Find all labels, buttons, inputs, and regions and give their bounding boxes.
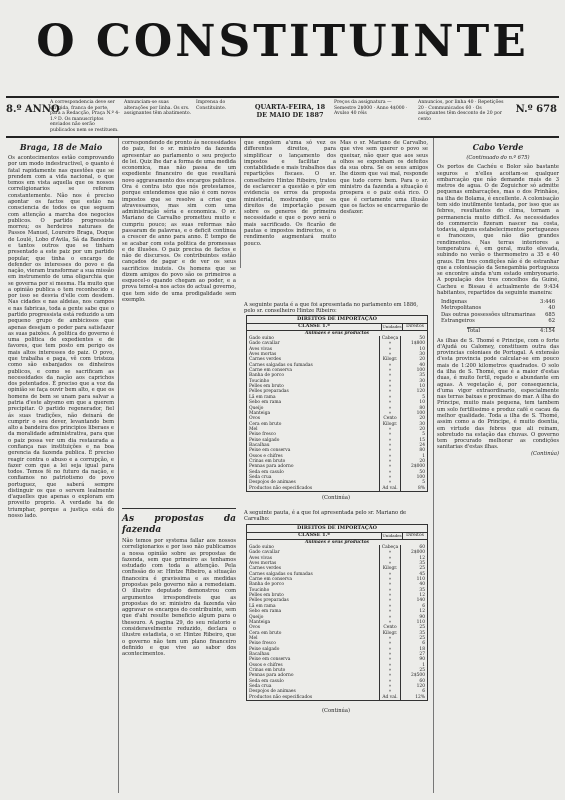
issue-number: N.º 678: [515, 104, 557, 115]
row-unit: Cento: [379, 625, 400, 630]
row-value: 40: [400, 363, 427, 368]
row-value: 20: [400, 416, 427, 421]
row-value: 2$000: [400, 550, 427, 555]
row-unit: »: [379, 443, 400, 448]
continua-note: (Continúa): [322, 708, 350, 714]
row-unit: »: [379, 400, 400, 405]
article-heading: As propostas da fazenda: [122, 514, 236, 535]
column-3-text: [244, 140, 336, 247]
ads-note: Annunciam-se suas alterações por linha. Os srs. assignantes têm abatimento.: [124, 100, 192, 117]
row-unit: »: [379, 379, 400, 384]
row-item: Ossos e chifres: [249, 453, 283, 459]
row-value: 90: [400, 657, 427, 662]
row-value: 1: [400, 663, 427, 668]
column-divider: [118, 138, 119, 793]
row-value: 10: [400, 384, 427, 389]
row-unit: Kilogr.: [379, 422, 400, 427]
stat-value: 40: [548, 305, 555, 312]
class-label: CLASSE 1.ª: [298, 323, 330, 330]
article-body: correspondendo de pronto ás necessidades do paiz, foi o sr. ministro da fazenda apresentar ao parlamento o seu projecto de lei. Quiz lhe dar a forma de uma medida economica, mas não passa de um expediente financeiro de que resultará novo aggravamento dos encargos publicos. Ora é contra isto que nós protestamos, porque entendemos que não é com novos impostos que se resolve a crise que atravessamos, mas sim com uma administração séria e economica. O sr. Mariano de Carvalho prometteu muito e cumpriu pouco; as suas reformas não passaram de palavras, e o deficit continua a crescer de anno para anno. É tempo de se acabar com esta politica de promessas e de illusões. O paiz precisa de factos e não de discursos. Os contribuintes estão cançados de pagar e de ver os seus sacrificios inuteis. Os homens que se dizem amigos do povo são os primeiros a esquecel-o quando chegam ao poder, e a prova temol-a nos actos do actual governo, que tem sido de uma prodigalidade sem exemplo.: [122, 140, 236, 304]
row-value: 30: [400, 352, 427, 357]
article-subheading: (Continuado do n.º 675): [466, 155, 530, 161]
row-unit: »: [379, 561, 400, 566]
row-value: 12: [400, 556, 427, 561]
unit-header: Unidades: [382, 324, 402, 330]
continua-note: (Continúa): [531, 450, 559, 457]
row-value: 12: [400, 593, 427, 598]
row-unit: »: [379, 577, 400, 582]
stat-value: 3:446: [540, 299, 555, 306]
row-unit: »: [379, 663, 400, 668]
row-item: Banha de porco: [249, 582, 284, 588]
row-unit: »: [379, 641, 400, 646]
unit-header: Unidades: [382, 533, 402, 539]
row-item: Lã em rama: [249, 603, 276, 609]
row-value: 100: [400, 411, 427, 416]
row-item: Cera em bruto: [249, 630, 282, 636]
row-unit: »: [379, 368, 400, 373]
row-item: Ossos e chifres: [249, 662, 283, 668]
stat-value: 62: [548, 318, 555, 325]
row-item: Toucinho: [249, 378, 270, 384]
value-header: Direitos: [402, 533, 427, 538]
issue-date: QUARTA-FEIRA, 18 DE MAIO DE 1887: [254, 103, 326, 119]
row-item: Carnes verdes: [249, 566, 281, 572]
row-item: Bacalhau: [249, 442, 270, 448]
row-item: Banha de porco: [249, 373, 284, 379]
stat-label: Das outras possessões ultramarinas: [441, 311, 536, 318]
row-item: Manteiga: [249, 410, 271, 416]
row-item: Manteiga: [249, 619, 271, 625]
row-value: 35: [400, 373, 427, 378]
row-item: Pelles preparadas: [249, 389, 289, 395]
table-intro: A seguinte pauta é a que foi apresentada no parlamento em 1886, pelo sr. conselheiro Hintze Ribeiro:: [244, 302, 419, 315]
total-label: Total: [467, 328, 481, 335]
row-item: Peixe em conserva: [249, 657, 291, 663]
row-item: Aves vivas: [249, 555, 272, 561]
row-item: Seda crua: [249, 683, 272, 689]
row-unit: »: [379, 582, 400, 587]
row-unit: Cento: [379, 416, 400, 421]
row-item: Carnes salgadas ou fumadas: [249, 362, 313, 368]
row-value: 24: [400, 443, 427, 448]
stat-label: Indigenas: [441, 299, 467, 306]
row-unit: »: [379, 647, 400, 652]
row-unit: »: [379, 373, 400, 378]
row-value: 8%: [400, 486, 427, 491]
row-unit: »: [379, 341, 400, 346]
row-value: 1$800: [400, 341, 427, 346]
row-value: 6: [400, 641, 427, 646]
row-value: 35: [400, 588, 427, 593]
row-unit: »: [379, 427, 400, 432]
row-value: 25: [400, 566, 427, 571]
row-item: Pelles preparadas: [249, 598, 289, 604]
row-unit: »: [379, 636, 400, 641]
row-value: 6: [400, 604, 427, 609]
row-item: Mel: [249, 426, 258, 432]
row-item: Peixe fresco: [249, 641, 276, 647]
row-unit: »: [379, 609, 400, 614]
population-total: [467, 327, 555, 334]
table-rows: [247, 545, 427, 700]
row-value: 25: [400, 636, 427, 641]
row-unit: »: [379, 438, 400, 443]
row-unit: »: [379, 352, 400, 357]
row-value: 80: [400, 448, 427, 453]
row-item: Crinas em bruto: [249, 667, 286, 673]
row-value: 90: [400, 615, 427, 620]
row-value: 120: [400, 684, 427, 689]
row-item: Crinas em bruto: [249, 458, 286, 464]
column-divider: [240, 138, 241, 268]
row-item: Pelles em bruto: [249, 384, 284, 390]
row-item: Bacalhau: [249, 651, 270, 657]
stat-value: 685: [545, 311, 555, 318]
row-item: Cera em bruto: [249, 421, 282, 427]
row-unit: »: [379, 384, 400, 389]
row-unit: »: [379, 470, 400, 475]
row-unit: »: [379, 411, 400, 416]
row-unit: »: [379, 550, 400, 555]
tariff-table-2: [246, 524, 428, 701]
article-heading: Cabo Verde: [472, 142, 524, 152]
article-body: que engolem a'uma só vez os differentes direitos, para simplificar o lançamento dos impostos e facilitar a contabilidade e mais trabalhos das repartições fiscaes. O sr. conselheiro Hintze Ribeiro, tratou de esclarecer a questão e pôr em evidencia os erros da proposta ministerial, mostrando que os direitos de importação pesam sobre os generos de primeira necessidade e que o povo será o mais sacrificado. Os ficarão de pautas e impostos indirectos, e o rendimento augmentará muito pouco.: [244, 140, 336, 247]
row-unit: »: [379, 459, 400, 464]
article-body: Mas o sr. Mariano de Carvalho, que vive sem querer o povo se queixar, não quer que aos seus olhos se exponham os defeitos da sua obra. Se os seus amigos lhe dizem que vai mal, responde que tudo corre bem. Para o sr. ministro da fazenda a situação é prospera e o paiz está rico. O que é certamente uma illusão que os factos se encarregarão de desfazer.: [340, 140, 428, 216]
row-item: Sebo em rama: [249, 609, 282, 615]
row-value: 25: [400, 668, 427, 673]
row-item: Sebo em rama: [249, 400, 282, 406]
row-value: 10: [400, 400, 427, 405]
row-item: Despojos de animaes: [249, 480, 296, 486]
row-unit: »: [379, 615, 400, 620]
stat-row: [441, 318, 555, 324]
row-unit: Kilogr.: [379, 566, 400, 571]
row-item: Peixe fresco: [249, 432, 276, 438]
row-unit: »: [379, 620, 400, 625]
table-row: [247, 486, 427, 491]
row-item: Queijo: [249, 614, 264, 620]
row-value: 35: [400, 561, 427, 566]
row-value: 30: [400, 422, 427, 427]
column-2-top: [122, 140, 236, 510]
row-value: 25: [400, 625, 427, 630]
row-value: 60: [400, 545, 427, 550]
row-item: Mel: [249, 635, 258, 641]
row-value: 45: [400, 572, 427, 577]
row-item: Peixe salgado: [249, 437, 280, 443]
subscription-prices: Preços da assignatura — Semestre 2$000 · Anno 4$000 · Avulso 40 réis: [334, 100, 408, 117]
row-unit: »: [379, 347, 400, 352]
row-unit: »: [379, 480, 400, 485]
address-note: A correspondencia deve ser dirigida, franca de porte, para a Redacção, Praça N.º 4-1.º D. Os manuscriptos enviados não serão publicados nem se restituem.: [50, 100, 120, 133]
imprensa-note: Imprensa do Constituinte.: [196, 100, 227, 111]
row-value: 12%: [400, 695, 427, 700]
table-row: [247, 695, 427, 700]
row-value: 5: [400, 395, 427, 400]
row-value: 20: [400, 357, 427, 362]
advertising-prices: Annuncios, por linha 40 · Repetições 20 · Communicados 60 · Os assignantes têm desconto de 20 por cento: [418, 100, 504, 122]
row-value: 15: [400, 438, 427, 443]
stat-label: Estrangeiros: [441, 318, 475, 325]
row-value: 2$500: [400, 673, 427, 678]
column-1: [8, 140, 114, 790]
row-unit: »: [379, 406, 400, 411]
header-rule-bottom: [6, 136, 559, 138]
column-3-text-right: [340, 140, 428, 220]
row-unit: Cabeça: [379, 545, 400, 550]
row-value: 60: [400, 679, 427, 684]
row-item: Seda em casulo: [249, 678, 284, 684]
class-label: CLASSE 1.ª: [298, 532, 330, 539]
total-value: 4:154: [540, 328, 555, 335]
row-value: 12: [400, 609, 427, 614]
row-item: Carne em conserva: [249, 368, 293, 374]
row-item: Seda em casulo: [249, 469, 284, 475]
row-value: 5: [400, 480, 427, 485]
row-value: 20: [400, 459, 427, 464]
row-unit: »: [379, 673, 400, 678]
row-unit: »: [379, 464, 400, 469]
row-item: Productos não especificados: [249, 485, 313, 491]
row-unit: »: [379, 604, 400, 609]
row-unit: Kilogr.: [379, 631, 400, 636]
row-value: 2$000: [400, 464, 427, 469]
row-unit: Cabeça: [379, 336, 400, 341]
row-item: Ovos: [249, 416, 260, 422]
row-unit: »: [379, 389, 400, 394]
column-4: [437, 140, 559, 795]
year-label: 8.º ANNO: [6, 104, 60, 115]
population-stats: [441, 299, 555, 324]
continua-note: (Continúa): [322, 495, 350, 501]
row-value: 50: [400, 336, 427, 341]
row-value: 40: [400, 582, 427, 587]
row-item: Aves vivas: [249, 346, 272, 352]
row-item: Productos não especificados: [249, 694, 313, 700]
column-2-bottom: [122, 512, 236, 794]
row-value: 5: [400, 432, 427, 437]
row-item: Ovos: [249, 625, 260, 631]
row-unit: »: [379, 598, 400, 603]
table-caption: DIREITOS DE IMPORTAÇÃO: [247, 316, 427, 324]
row-value: 140: [400, 598, 427, 603]
row-unit: »: [379, 475, 400, 480]
article-body: As ilhas de S. Thomé e Principe, com o forte d'Ajudá ou Calomey, constituem outra das provincias coloniaes de Portugal. A extensão d'esta provincia pode calcular-se em pouco mais de 1:200 kilometros quadrados. O solo da ilha de S. Thomé, que é a maior d'estas duas, é muito fertil, regado e abundante em aguas. A vegetação é, por consequencia, d'uma vigor extraordinario, especialmente nas terras baixas e proximas do mar. A ilha do Principe, muito mais pequena, tem tambem um solo fertilissimo e produz café e cacau da melhor qualidade. Toda a ilha de S. Thomé, assim como a do Principe, é muito doentia, em virtude das febres que ali reinam, sobretudo na estação das chuvas. O governo tem procurado melhorar as condições sanitarias d'estas ilhas.: [437, 337, 559, 451]
row-value: 50: [400, 470, 427, 475]
row-unit: »: [379, 652, 400, 657]
table-caption: DIREITOS DE IMPORTAÇÃO: [247, 525, 427, 533]
row-unit: »: [379, 668, 400, 673]
row-value: 110: [400, 620, 427, 625]
row-value: 10: [400, 347, 427, 352]
row-item: Carne em conserva: [249, 577, 293, 583]
row-unit: »: [379, 593, 400, 598]
stat-label: Metropolitanos: [441, 305, 482, 312]
table-rows: [247, 336, 427, 491]
row-item: Pennas para adorno: [249, 673, 294, 679]
row-item: Gado cavallar: [249, 341, 280, 347]
row-unit: »: [379, 588, 400, 593]
row-unit: »: [379, 432, 400, 437]
row-unit: »: [379, 679, 400, 684]
row-unit: »: [379, 684, 400, 689]
masthead-title: O CONSTITUINTE: [36, 16, 529, 67]
row-value: 35: [400, 631, 427, 636]
row-value: 27: [400, 652, 427, 657]
row-item: Pelles em bruto: [249, 593, 284, 599]
row-unit: »: [379, 395, 400, 400]
row-value: 110: [400, 577, 427, 582]
row-unit: »: [379, 363, 400, 368]
row-item: Queijo: [249, 405, 264, 411]
row-value: 6: [400, 689, 427, 694]
row-value: 20: [400, 427, 427, 432]
row-value: 18: [400, 647, 427, 652]
row-unit: »: [379, 454, 400, 459]
table-section: Animaes e seus productos: [304, 539, 369, 545]
article-body: Os portos de Cachéu e Bolor são bastante seguros e n'elles acoitam-se qualquer embarcação que não demande mais de 3 metros de agua. O de Zeguichor só admitte pequenas embarcações, mas o dos Prinhãos, na ilha de Bolama, é excellente. A colonisação tem sido inutilmente tentada, por isso que as febres, resultantes do clima, tornam a permanencia muito difficil. As necessidades do commercio fizeram nascer na costa, todavia, alguns estabelecimentos portuguezes e francezes, que não dão grandes rendimentos. Nas terras interiores a temperatura é, em geral, muito elevada, subindo no verão o thermometro a 35 e 40 graus. Em tres condições não é de estranhar que a colonisação da Senegambia portugueza se encontre ainda n'um estado embryonario. A população dos tres concelhos da Guiné, Cacheu e Bissau é actualmente de 9:434 habitantes, repartidos da seguinte maneira:: [437, 164, 559, 296]
row-item: Peixe salgado: [249, 646, 280, 652]
row-value: 100: [400, 368, 427, 373]
row-unit: »: [379, 657, 400, 662]
row-item: Despojos de animaes: [249, 689, 296, 695]
table-intro: A seguinte pauta, é a que foi apresentada pelo sr. Mariano de Carvalho:: [244, 510, 407, 523]
article-body: Os acontecimentos estão comprovando por um modo indestructivel, o quanto é fatal rapidamente nas questões que se prendem com a vida nacional, o que temos em vista aquella que os nossos correligionarios se referem constantemente. Não nos é preciso apontar os factos que estão na consciencia de todos os que seguem com attenção a marcha dos negocios publicos. O partido progressista morreu; os herdeiros naturaes de Passos Manuel, Loureiro Braga, Duque de Loulé, Lobo d'Avila, Sá da Bandeira e tantos outros que se tinham presentado a este paiz por um partido popular, que tinha o encargo de defender os interesses do povo e da nação, vieram transformar a sua missão em instrumento de uma oligarchia que se governa por si mesma. Ha muito que a opinião publica o tem reconhecido e por isso se desvia d'elle com desdem. Nas cidades e nas aldeias, nos campos e nas fabricas, toda a gente sabe que o partido progressista está reduzido a um pequeno grupo de ambiciosos que apenas desejam o poder para satisfazer as suas paixões. A politica do governo é uma politica de expedientes e de favores, que tem posto em perigo os mais altos interesses do paiz. O povo, que trabalha e paga, vê com tristeza como são esbanjados os dinheiros publicos, e como se sacrificam as necessidades da nação aos caprichos dos potentados. É preciso que a voz da opinião se faça ouvir bem alto, e que os homens de bem se unam para salvar a patria d'este abysmo em que a querem precipitar. O partido regenerador, fiel ás suas tradições, não deixará de cumprir o seu dever, levantando bem alto a bandeira dos principios liberaes e da moralidade administrativa, para que o paiz possa ver um dia restaurada a confiança nas instituições e na boa gerencia da fazenda publica. É preciso reagir contra o abuso e a corrupção, e fazer com que a lei seja igual para todos. Temos fé no futuro da nação, e confiamos no patriotismo do povo portuguez, que saberá sempre distinguir os que o servem lealmente d'aquelles que apenas o exploram em proveito proprio. A verdade ha de triumphar, porque a justiça está do nosso lado.: [8, 155, 114, 520]
row-value: 80: [400, 406, 427, 411]
section-rule: [122, 508, 236, 509]
row-value: 1: [400, 454, 427, 459]
row-item: Seda crua: [249, 474, 272, 480]
row-item: Gado suino: [249, 336, 274, 342]
row-unit: »: [379, 572, 400, 577]
row-item: Gado cavallar: [249, 550, 280, 556]
article-body: Não temos por systema fallar aos nossos correligionarios e por isso não publicamos a nossa opinião sobre as propostas de fazenda, sem que primeiro as tenhamos estudado com toda a attenção. Pela confissão do sr. Hintze Ribeiro, a situação financeira é gravissima e as medidas propostas pelo governo não a remedeiam. O illustre deputado demonstrou com argumentos irrespondiveis que as propostas do sr. ministro da fazenda vão aggravar os encargos do contribuinte, sem que d'ahi resulte beneficio algum para o thesouro. A pagina 29, do seu relatorio e consideravelmente reduzido, declara o illustre estadista, o sr. Hintze Ribeiro, que o governo não tem um plano financeiro definido e que vive ao sabor dos acontecimentos.: [122, 538, 236, 658]
row-unit: »: [379, 448, 400, 453]
tariff-table-1: [246, 315, 428, 492]
article-heading: Braga, 18 de Maio: [19, 142, 103, 152]
row-unit: Kilogr.: [379, 357, 400, 362]
row-item: Pennas para adorno: [249, 464, 294, 470]
row-item: Peixe em conserva: [249, 448, 291, 454]
row-item: Toucinho: [249, 587, 270, 593]
row-item: Aves mortas: [249, 561, 277, 567]
column-divider: [433, 138, 434, 793]
header-rule-top: [6, 96, 559, 98]
row-item: Gado suino: [249, 545, 274, 551]
row-value: 30: [400, 379, 427, 384]
row-item: Carnes verdes: [249, 357, 281, 363]
row-value: 120: [400, 389, 427, 394]
row-item: Lã em rama: [249, 394, 276, 400]
value-header: Direitos: [402, 324, 427, 329]
row-unit: Ad val.: [379, 486, 400, 491]
row-item: Aves mortas: [249, 352, 277, 358]
row-item: Carnes salgadas ou fumadas: [249, 571, 313, 577]
row-unit: »: [379, 689, 400, 694]
row-unit: »: [379, 556, 400, 561]
row-unit: Ad val.: [379, 695, 400, 700]
row-value: 100: [400, 475, 427, 480]
table-section: Animaes e seus productos: [304, 330, 369, 336]
